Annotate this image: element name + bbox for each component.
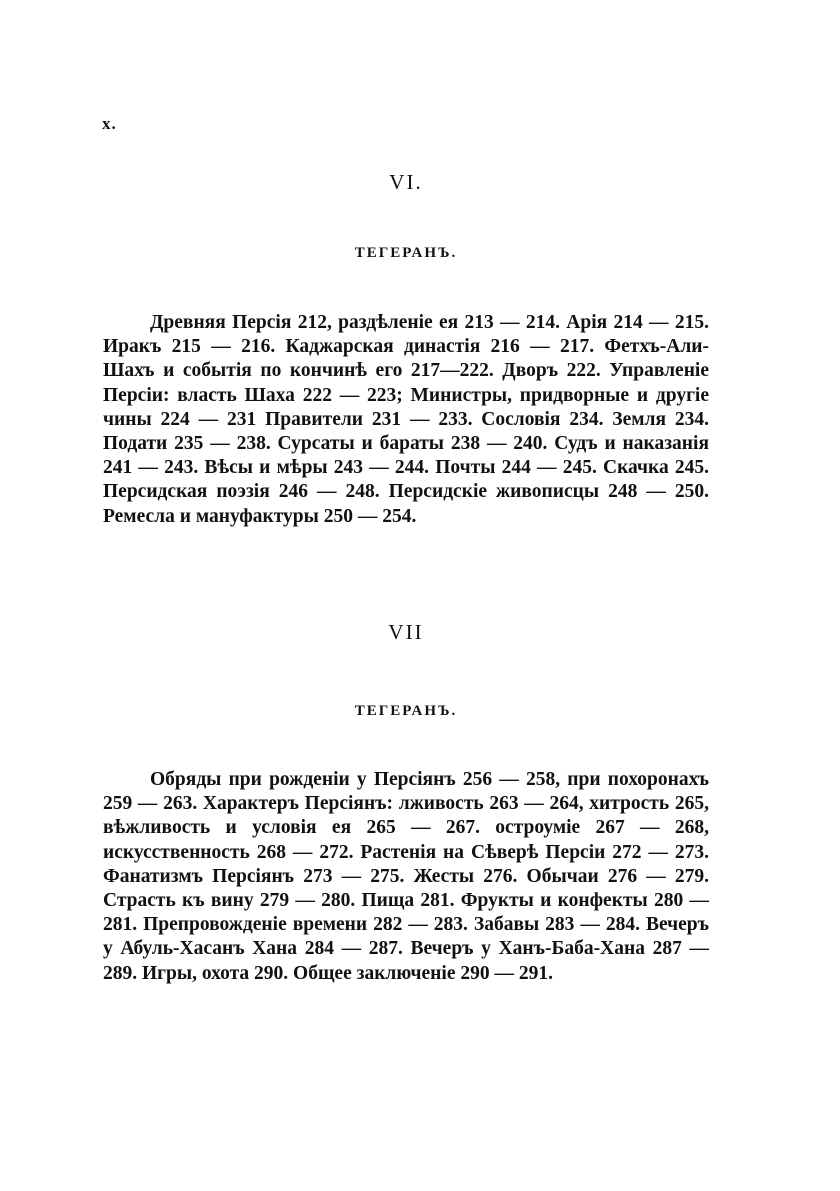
section-number-vii: VII <box>388 620 424 644</box>
section-paragraph-vii: Обряды при рожденіи у Персіянъ 256 — 258, при похоронахъ 259 — 263. Характеръ Персіянъ: лживость 263 — 264, хитрость 265, вѣжливость и условія ея 265 — 267. остроуміе 267 — 268, искусственность 268 — 272. Растенія на Сѣверѣ Персіи 272 — 273. Фанатизмъ Персіянъ 273 — 275. Жесты 276. Обычаи 276 — 279. Страсть къ вину 279 — 280. Пища 281. Фрукты и конфекты 280 — 281. Препровожденіе времени 282 — 283. Забавы 283 — 284. Вечеръ у Абуль-Хасанъ Хана 284 — 287. Вечеръ у Ханъ-Баба-Хана 287 — 289. Игры, охота 290. Общее заключеніе 290 — 291. <box>103 769 709 984</box>
section-title-vii: ТЕГЕРАНЪ. <box>354 703 458 719</box>
section-number-vi: VI. <box>389 170 423 194</box>
section-paragraph-vi: Древняя Персія 212, раздѣленіе ея 213 — 214. Арія 214 — 215. Иракъ 215 — 216. Каджарская династія 216 — 217. Фетхъ-Али-Шахъ и событія по кончинѣ его 217—222. Дворъ 222. Управленіе Персіи: власть Шаха 222 — 223; Министры, придворные и другіе чины 224 — 231 Правители 231 — 233. Сословія 234. Земля 234. Подати 235 — 238. Сурсаты и бараты 238 — 240. Судъ и наказанія 241 — 243. Вѣсы и мѣры 243 — 244. Почты 244 — 245. Скачка 245. Персидская поэзія 246 — 248. Персидскіе живописцы 248 — 250. Ремесла и мануфактуры 250 — 254. <box>103 312 709 527</box>
section-title-vi: ТЕГЕРАНЪ. <box>354 245 458 261</box>
page-folio: x. <box>102 114 117 133</box>
